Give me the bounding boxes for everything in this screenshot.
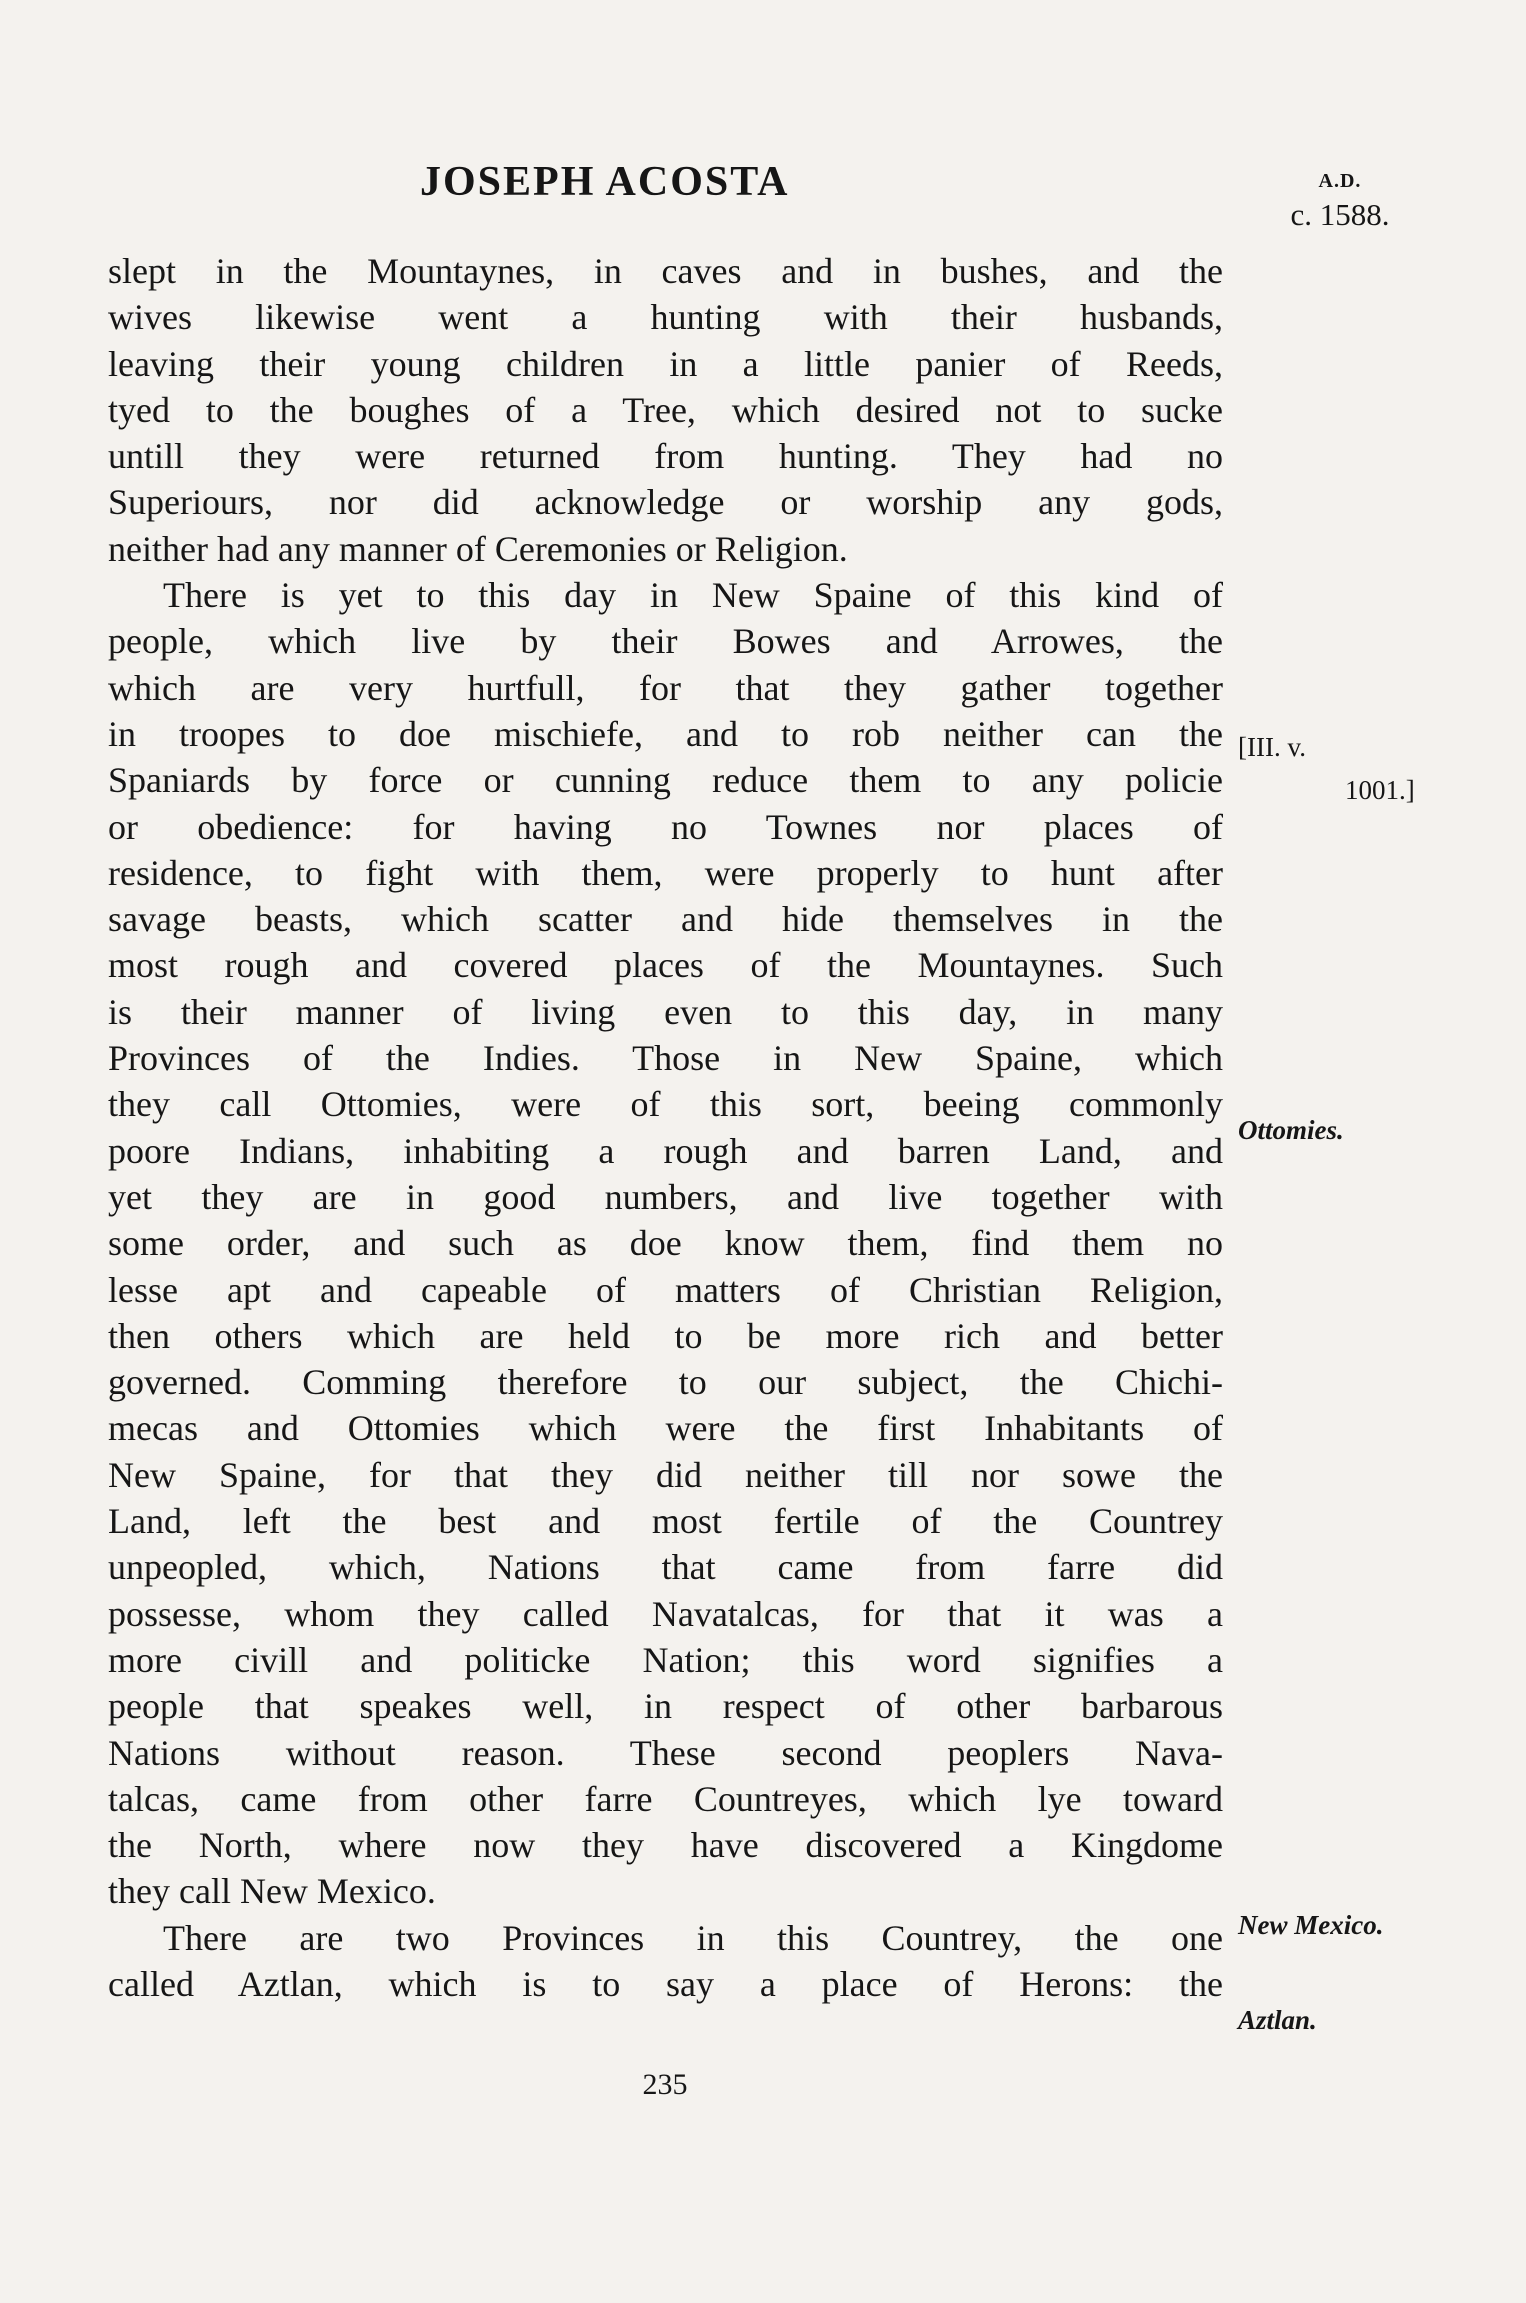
date-label: A.D. (1318, 170, 1362, 192)
margin-reference-page: 1001.] (1345, 775, 1415, 805)
text-line: There is yet to this day in New Spaine of this kind of (163, 575, 1223, 616)
text-line: residence, to fight with them, were properly to hunt after (108, 852, 1223, 893)
text-line: New Spaine, for that they did neither till nor sowe the (108, 1454, 1223, 1495)
text-line: Land, left the best and most fertile of the Countrey (108, 1501, 1223, 1542)
text-line: neither had any manner of Ceremonies or Religion. (108, 528, 848, 569)
margin-note-ottomies: Ottomies. (1238, 1115, 1344, 1145)
text-line: which are very hurtfull, for that they gather together (108, 667, 1223, 708)
margin-note-new-mexico: New Mexico. (1238, 1910, 1384, 1940)
text-line: some order, and such as doe know them, find them no (108, 1223, 1223, 1264)
text-line: poore Indians, inhabiting a rough and barren Land, and (108, 1130, 1223, 1171)
margin-note-aztlan: Aztlan. (1238, 2005, 1317, 2035)
text-line: they call Ottomies, were of this sort, beeing commonly (108, 1084, 1223, 1125)
text-line: in troopes to doe mischiefe, and to rob neither can the (108, 713, 1223, 754)
text-line: people, which live by their Bowes and Arrowes, the (108, 621, 1223, 662)
text-line: then others which are held to be more rich and better (108, 1315, 1223, 1356)
text-line: unpeopled, which, Nations that came from farre did (108, 1547, 1223, 1588)
text-line: Superiours, nor did acknowledge or worship any gods, (108, 482, 1223, 523)
text-line: people that speakes well, in respect of other barbarous (108, 1686, 1223, 1727)
text-line: the North, where now they have discovered a Kingdome (108, 1825, 1223, 1866)
text-line: possesse, whom they called Navatalcas, for that it was a (108, 1593, 1223, 1634)
margin-reference-volume: [III. v. (1238, 732, 1306, 762)
page-number: 235 (642, 2068, 688, 2101)
text-line: lesse apt and capeable of matters of Christian Religion, (108, 1269, 1223, 1310)
text-line: they call New Mexico. (108, 1871, 436, 1912)
text-line: mecas and Ottomies which were the first Inhabitants of (108, 1408, 1223, 1449)
text-line: most rough and covered places of the Mountaynes. Such (108, 945, 1223, 986)
running-head: JOSEPH ACOSTA (420, 159, 790, 205)
text-line: tyed to the boughes of a Tree, which desired not to sucke (108, 389, 1223, 430)
text-line: Provinces of the Indies. Those in New Spaine, which (108, 1038, 1223, 1079)
text-line: talcas, came from other farre Countreyes, which lye toward (108, 1778, 1223, 1819)
text-line: There are two Provinces in this Countrey, the one (163, 1917, 1223, 1958)
text-line: governed. Comming therefore to our subject, the Chichi- (108, 1362, 1223, 1403)
text-line: called Aztlan, which is to say a place of Herons: the (108, 1963, 1223, 2004)
text-line: leaving their young children in a little panier of Reeds, (108, 343, 1223, 384)
date-block (1265, 170, 1415, 233)
text-line: slept in the Mountaynes, in caves and in bushes, and the (108, 251, 1223, 291)
text-line: yet they are in good numbers, and live together with (108, 1176, 1223, 1217)
text-line: Spaniards by force or cunning reduce them to any policie (108, 760, 1223, 801)
text-line: untill they were returned from hunting. They had no (108, 436, 1223, 477)
text-line: or obedience: for having no Townes nor places of (108, 806, 1223, 847)
text-line: more civill and politicke Nation; this word signifies a (108, 1639, 1223, 1680)
text-line: wives likewise went a hunting with their husbands, (108, 297, 1223, 338)
date-value: c. 1588. (1290, 197, 1390, 232)
body-text (108, 248, 1223, 2007)
text-line: is their manner of living even to this day, in many (108, 991, 1223, 1032)
text-line: Nations without reason. These second peoplers Nava- (108, 1732, 1223, 1773)
text-line: savage beasts, which scatter and hide themselves in the (108, 899, 1223, 940)
